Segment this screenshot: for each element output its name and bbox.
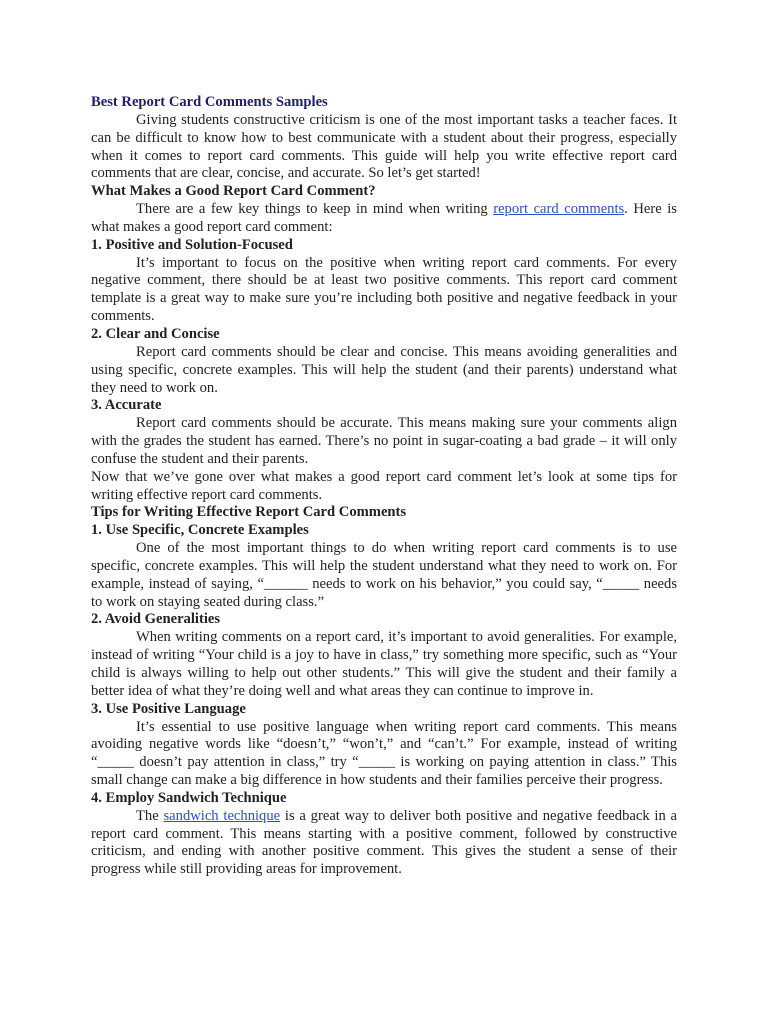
quality-heading-accurate: 3. Accurate [91,397,162,414]
tip-paragraph-specific-examples: One of the most important things to do when writing report card comments is to use specific, concrete examples. This will help the student understand what they need to work on. For example, instead of saying, “______ needs to work on his behavior,” you could say, “_____ needs to work on staying seated during class.” [91,540,677,610]
section-heading-tips: Tips for Writing Effective Report Card Comments [91,504,407,521]
tip-heading-avoid-generalities: 2. Avoid Generalities [91,611,221,628]
sandwich-technique-link[interactable]: sandwich technique [163,807,281,824]
paragraph-text: The [136,807,164,824]
section-heading-good-comment: What Makes a Good Report Card Comment? [91,183,376,200]
tip-heading-positive-language: 3. Use Positive Language [91,700,246,717]
document-body [91,94,677,879]
quality-paragraph-positive: It’s important to focus on the positive when writing report card comments. For every negative comment, there should be at least two positive comments. This report card comment template is a great way to make sure you’re including both positive and negative feedback in your comments. [91,254,677,325]
good-comment-intro-paragraph [91,201,677,237]
quality-paragraph-clear: Report card comments should be clear and concise. This means avoiding generalities and using specific, concrete examples. This will help the student (and their parents) understand what they need to work on. [91,343,677,396]
tip-heading-specific-examples: 1. Use Specific, Concrete Examples [91,522,309,539]
tip-paragraph-positive-language: It’s essential to use positive language when writing report card comments. This means avoiding negative words like “doesn’t,” “won’t,” and “can’t.” For example, instead of writing “_____ doesn’t pay attention in class,” try “_____ is working on paying attention in class.” This small change can make a big difference in how students and their families perceive their progress. [91,718,677,789]
quality-paragraph-accurate: Report card comments should be accurate. This means making sure your comments align with the grades the student has earned. There’s no point in sugar-coating a bad grade – it will only confuse the student and their parents. [91,415,677,467]
transition-paragraph: Now that we’ve gone over what makes a good report card comment let’s look at some tips for writing effective report card comments. [91,468,677,503]
quality-heading-clear: 2. Clear and Concise [91,325,220,342]
intro-paragraph: Giving students constructive criticism is one of the most important tasks a teacher faces. It can be difficult to know how to best communicate with a student about their progress, especially when it comes to report card comments. This guide will help you write effective report card comments that are clear, concise, and accurate. So let’s get started! [91,111,677,182]
paragraph-text: . Here is what makes a good report card comment: [91,201,677,235]
tip-paragraph-sandwich-technique [91,808,677,879]
paragraph-text: There are a few key things to keep in mind when writing [136,201,494,218]
tip-heading-sandwich-technique: 4. Employ Sandwich Technique [91,789,287,806]
quality-heading-positive: 1. Positive and Solution-Focused [91,236,293,253]
paragraph-text: is a great way to deliver both positive and negative feedback in a report card comment. This means starting with a positive comment, followed by constructive criticism, and ending with another positive comment. This gives the student a sense of their progress while still providing areas for improvement. [91,807,678,878]
report-card-comments-link[interactable]: report card comments [493,201,625,218]
document-title: Best Report Card Comments Samples [91,94,328,110]
tip-paragraph-avoid-generalities: When writing comments on a report card, it’s important to avoid generalities. For example, instead of writing “Your child is a joy to have in class,” try something more specific, such as “Your child is always willing to help out other students.” This will give the student and their family a better idea of what they’re doing well and what areas they can continue to improve in. [91,629,677,699]
